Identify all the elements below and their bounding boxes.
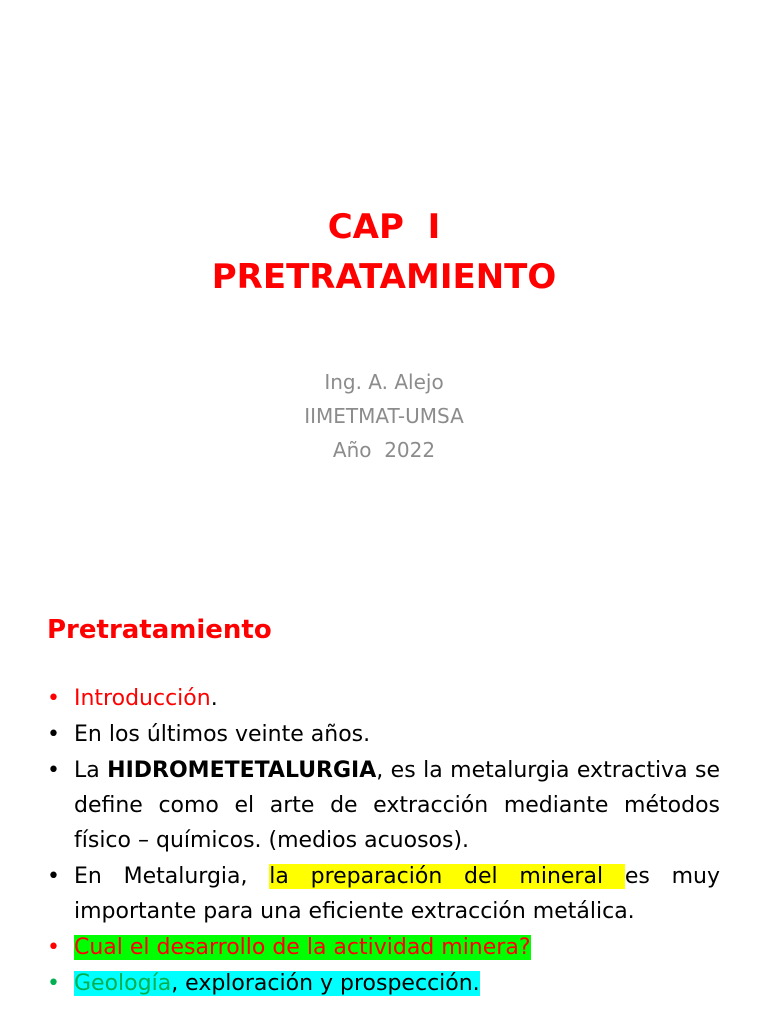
bullet-text: En los últimos veinte años.: [74, 722, 371, 747]
bullet-bold-term: HIDROMETETALURGIA: [107, 758, 377, 783]
bullet-list: [47, 681, 720, 1002]
slide-title: [0, 202, 768, 302]
bullet-introduccion: Introducción: [74, 686, 211, 711]
highlighted-line: [74, 971, 480, 996]
bullet-dot: •: [47, 864, 60, 889]
bullet-text: , es la metalurgia extractiva se define como el arte de extracción mediante métodos físico – químicos. (medios acuosos).: [74, 758, 720, 853]
geologia-term: Geología: [74, 971, 172, 996]
highlighted-question: Cual el desarrollo de la actividad minera?: [74, 935, 531, 960]
bullet-item: [47, 930, 720, 965]
bullet-item: [47, 859, 720, 929]
author-name: Ing. A. Alejo: [324, 370, 444, 394]
bullet-item: [47, 966, 720, 1001]
bullet-dot: •: [47, 971, 60, 996]
bullet-dot: •: [47, 935, 60, 960]
bullet-prefix: La: [74, 758, 108, 783]
slide-subtitle: [0, 365, 768, 467]
bullet-prefix: En Metalurgia,: [74, 864, 270, 889]
bullet-dot: •: [47, 758, 60, 783]
highlighted-phrase: la preparación del mineral: [269, 864, 625, 889]
content-slide: [0, 512, 768, 1024]
bullet-text: , exploración y prospección.: [171, 971, 480, 996]
year-label: Año 2022: [332, 438, 436, 462]
title-line-2: PRETRATAMIENTO: [211, 257, 557, 297]
institution-name: IIMETMAT-UMSA: [304, 404, 464, 428]
bullet-dot: •: [47, 686, 60, 711]
bullet-item: [47, 717, 720, 752]
content-heading: Pretratamiento: [47, 615, 272, 645]
bullet-item: [47, 753, 720, 858]
bullet-item: [47, 681, 720, 716]
title-line-1: CAP I: [327, 207, 441, 247]
bullet-dot: •: [47, 722, 60, 747]
bullet-text: es muy importante para una eficiente extracción metálica.: [74, 864, 720, 924]
bullet-period: .: [210, 686, 218, 711]
